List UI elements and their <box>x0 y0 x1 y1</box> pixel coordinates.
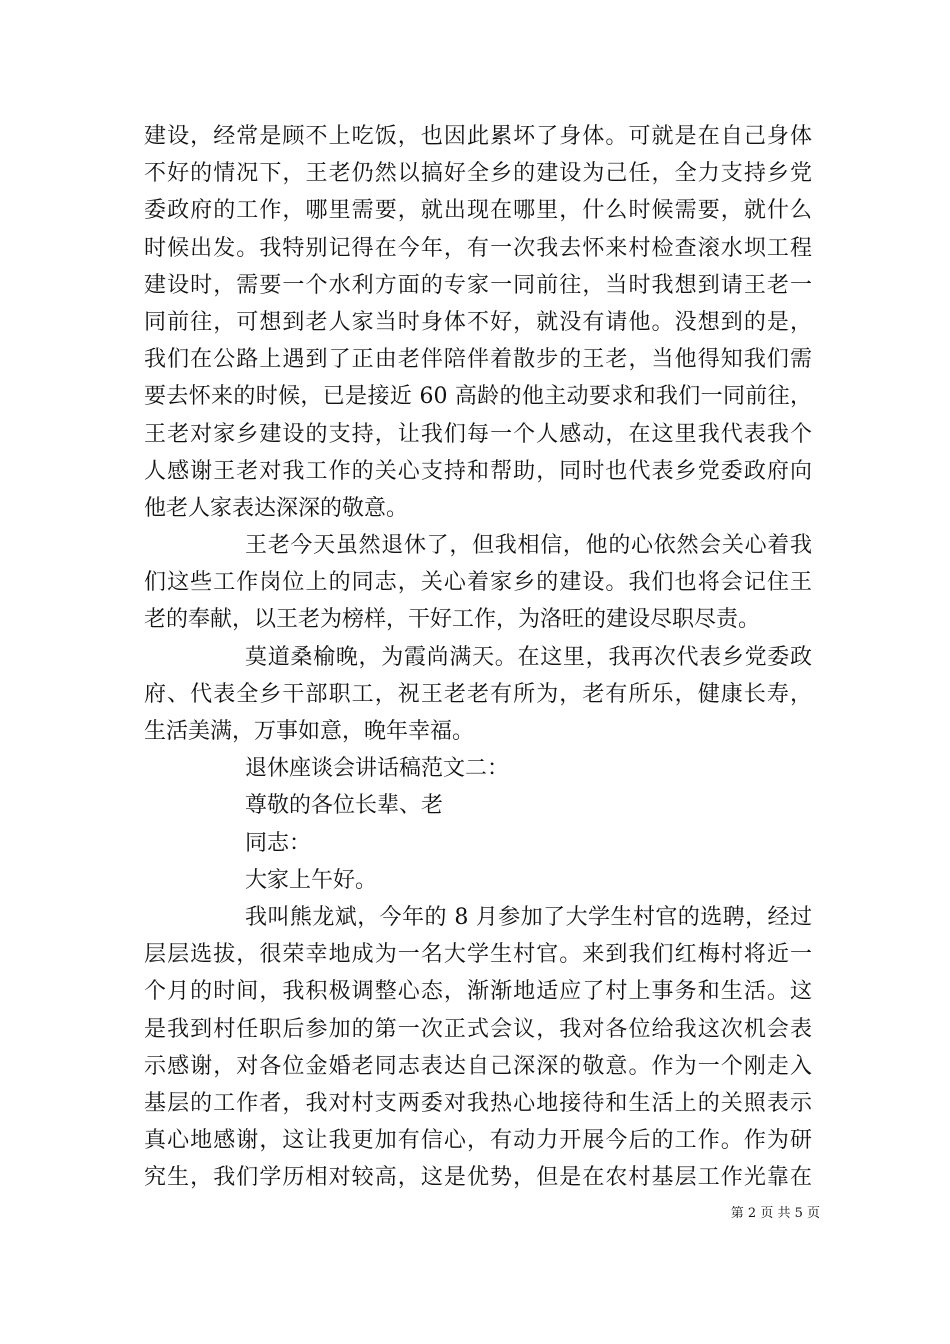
text-line: 基层的工作者，我对村支两委对我热心地接待和生活上的关照表示 <box>144 1090 812 1116</box>
greeting-line: 大家上午好。 <box>245 867 378 893</box>
text-line: 不好的情况下，王老仍然以搞好全乡的建设为己任，全力支持乡党 <box>144 161 812 187</box>
text-line: 是我到村任职后参加的第一次正式会议，我对各位给我这次机会表 <box>144 1016 812 1042</box>
paragraph-start-line: 我叫熊龙斌，今年的 8 月参加了大学生村官的选聘，经过 <box>245 904 812 930</box>
text-line: 时候出发。我特别记得在今年，有一次我去怀来村检查滚水坝工程 <box>144 235 812 261</box>
page-number-footer: 第 2 页 共 5 页 <box>730 1206 820 1221</box>
text-line: 真心地感谢，这让我更加有信心，有动力开展今后的工作。作为研 <box>144 1128 812 1154</box>
text-line: 我们在公路上遇到了正由老伴陪伴着散步的王老，当他得知我们需 <box>144 347 812 373</box>
text-line: 个月的时间，我积极调整心态，渐渐地适应了村上事务和生活。这 <box>144 979 812 1005</box>
text-line: 府、代表全乡干部职工，祝王老老有所为，老有所乐，健康长寿， <box>144 681 812 707</box>
text-line: 老的奉献，以王老为榜样，干好工作，为洛旺的建设尽职尽责。 <box>144 607 761 633</box>
text-line: 究生，我们学历相对较高，这是优势，但是在农村基层工作光靠在 <box>144 1165 812 1191</box>
text-line: 委政府的工作，哪里需要，就出现在哪里，什么时候需要，就什么 <box>144 198 812 224</box>
salutation-line: 尊敬的各位长辈、老 <box>245 793 444 819</box>
text-line: 建设时，需要一个水利方面的专家一同前往，当时我想到请王老一 <box>144 272 812 298</box>
paragraph-start-line: 王老今天虽然退休了，但我相信，他的心依然会关心着我 <box>245 533 812 559</box>
text-line: 层层选拔，很荣幸地成为一名大学生村官。来到我们红梅村将近一 <box>144 942 812 968</box>
text-line: 人感谢王老对我工作的关心支持和帮助，同时也代表乡党委政府向 <box>144 458 812 484</box>
text-line: 生活美满，万事如意，晚年幸福。 <box>144 719 475 744</box>
text-line: 同前往，可想到老人家当时身体不好，就没有请他。没想到的是， <box>144 309 812 335</box>
text-line: 王老对家乡建设的支持，让我们每一个人感动，在这里我代表我个 <box>144 421 812 447</box>
section-heading: 退休座谈会讲话稿范文二： <box>245 756 510 782</box>
text-line: 建设，经常是顾不上吃饭，也因此累坏了身体。可就是在自己身体 <box>144 124 812 149</box>
salutation-line: 同志： <box>245 830 312 856</box>
document-body <box>144 118 812 1196</box>
paragraph-start-line: 莫道桑榆晚，为霞尚满天。在这里，我再次代表乡党委政 <box>245 644 812 670</box>
text-line: 要去怀来的时候，已是接近 60 高龄的他主动要求和我们一同前往， <box>144 384 812 410</box>
text-line: 们这些工作岗位上的同志，关心着家乡的建设。我们也将会记住王 <box>144 570 812 596</box>
text-line: 示感谢，对各位金婚老同志表达自己深深的敬意。作为一个刚走入 <box>144 1053 812 1079</box>
text-line: 他老人家表达深深的敬意。 <box>144 495 409 521</box>
